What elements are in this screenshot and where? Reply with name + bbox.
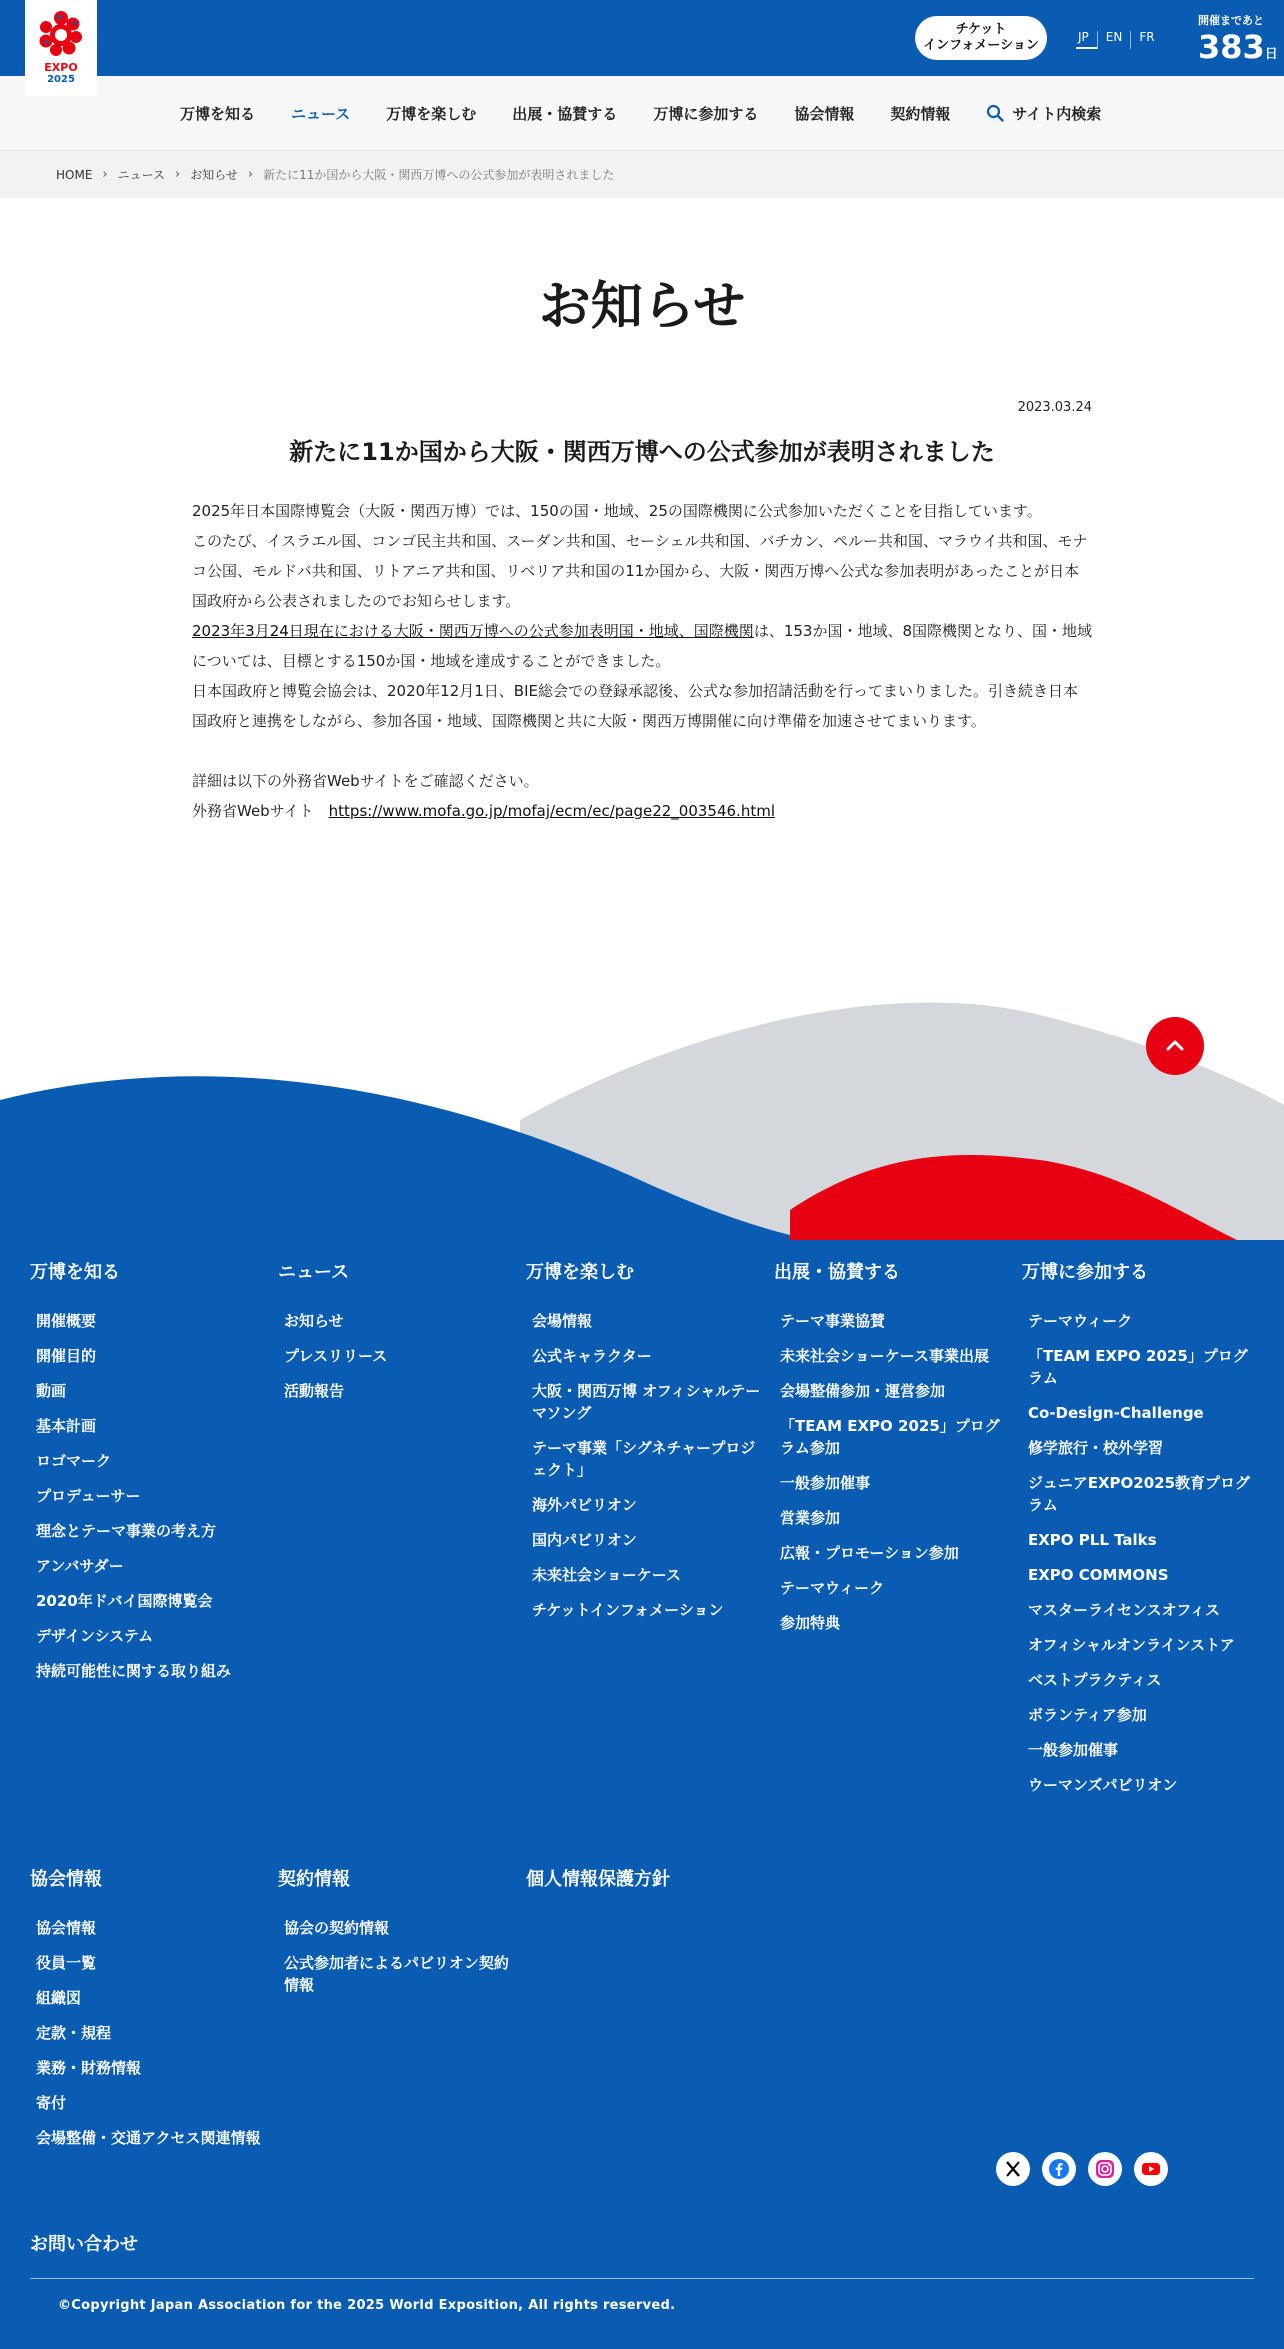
footer-link[interactable]: 一般参加催事 xyxy=(1028,1741,1119,1759)
footer-link[interactable]: 協会情報 xyxy=(36,1919,97,1937)
footer-col-association xyxy=(30,1865,270,2162)
footer-link[interactable]: 大阪・関西万博 オフィシャルテーマソング xyxy=(532,1382,761,1422)
footer-link[interactable]: 理念とテーマ事業の考え方 xyxy=(36,1522,217,1540)
footer-col-title[interactable]: 万博を楽しむ xyxy=(526,1262,634,1283)
footer-col-title[interactable]: ニュース xyxy=(278,1262,350,1283)
breadcrumb-home[interactable]: HOME xyxy=(56,167,93,182)
mofa-link[interactable]: https://www.mofa.go.jp/mofaj/ecm/ec/page22_003546.html xyxy=(328,802,775,820)
chevron-right-icon: › xyxy=(102,167,108,182)
footer-link[interactable]: 会場情報 xyxy=(532,1312,593,1330)
breadcrumb-news[interactable]: ニュース xyxy=(117,168,166,182)
footer-link[interactable]: マスターライセンスオフィス xyxy=(1028,1601,1221,1619)
footer-col-exhibit xyxy=(774,1258,1014,1647)
footer-col-title[interactable]: 個人情報保護方針 xyxy=(526,1869,670,1890)
footer-link[interactable]: 開催目的 xyxy=(36,1347,97,1365)
footer-link[interactable]: 広報・プロモーション参加 xyxy=(780,1544,959,1562)
footer-link[interactable]: プロデューサー xyxy=(36,1487,141,1505)
article-paragraph-text: は、153か国・地域、8国際機関となり、国・地域については、目標とする150か国・地域を達成することができました。 xyxy=(192,622,1092,670)
footer-link[interactable]: テーマウィーク xyxy=(1028,1312,1133,1330)
top-bar xyxy=(0,0,1284,85)
participants-list-link[interactable]: 2023年3月24日現在における大阪・関西万博への公式参加表明国・地域、国際機関 xyxy=(192,622,754,640)
article-date: 2023.03.24 xyxy=(1017,400,1092,415)
expo-logo-icon xyxy=(35,8,87,60)
footer-col-title[interactable]: 出展・協賛する xyxy=(774,1262,900,1283)
logo-text: EXPO xyxy=(44,61,78,74)
footer-col-title[interactable]: 契約情報 xyxy=(278,1869,350,1890)
copyright: ©Copyright Japan Association for the 2025 World Exposition, All rights reserved. xyxy=(58,2298,676,2313)
footer-col-privacy xyxy=(526,1865,766,1917)
countdown-days: 383 xyxy=(1198,28,1265,66)
footer-link[interactable]: 役員一覧 xyxy=(36,1954,97,1972)
footer-link[interactable]: 公式キャラクター xyxy=(532,1347,652,1365)
footer-link[interactable]: 参加特典 xyxy=(780,1614,841,1632)
footer-link[interactable]: 持続可能性に関する取り組み xyxy=(36,1662,232,1680)
footer-col-title[interactable]: 協会情報 xyxy=(30,1869,102,1890)
article-paragraph: 日本国政府と博覧会協会は、2020年12月1日、BIE総会での登録承認後、公式な参加招請活動を行ってまいりました。引き続き日本国政府と連携をしながら、参加各国・地域、国際機関と共に大阪・関西万博開催に向け準備を加速させてまいります。 xyxy=(192,682,1079,730)
footer-link[interactable]: EXPO PLL Talks xyxy=(1028,1531,1157,1549)
contact-link[interactable]: お問い合わせ xyxy=(30,2234,138,2255)
ticket-label-line1: チケット xyxy=(955,22,1007,37)
paragraph-spacer xyxy=(192,736,1092,766)
lang-en[interactable]: EN xyxy=(1097,31,1131,49)
chevron-right-icon: › xyxy=(247,167,254,182)
footer-link[interactable]: チケットインフォメーション xyxy=(532,1601,724,1619)
main-nav xyxy=(0,76,1284,150)
footer-link[interactable]: 業務・財務情報 xyxy=(36,2059,142,2077)
lang-fr[interactable]: FR xyxy=(1130,31,1162,49)
footer-col-news xyxy=(278,1258,518,1415)
footer-link[interactable]: 未来社会ショーケース xyxy=(532,1566,681,1584)
footer-link[interactable]: 公式参加者によるパビリオン契約情報 xyxy=(284,1954,509,1994)
chevron-right-icon: › xyxy=(175,167,181,182)
instagram-link[interactable] xyxy=(1088,2152,1122,2186)
back-to-top-button[interactable] xyxy=(1146,1017,1204,1075)
footer-link[interactable]: 修学旅行・校外学習 xyxy=(1028,1439,1164,1457)
countdown xyxy=(1198,12,1278,66)
article-title: 新たに11か国から大阪・関西万博への公式参加が表明されました xyxy=(289,438,995,466)
footer-link[interactable]: 未来社会ショーケース事業出展 xyxy=(780,1347,989,1365)
x-link[interactable] xyxy=(996,2152,1030,2186)
breadcrumb-current: 新たに11か国から大阪・関西万博への公式参加が表明されました xyxy=(263,168,615,182)
footer-link[interactable]: ベストプラクティス xyxy=(1028,1671,1162,1689)
page-title: お知らせ xyxy=(538,277,746,337)
footer-link[interactable]: 「TEAM EXPO 2025」プログラム xyxy=(1028,1347,1248,1387)
article-body xyxy=(192,496,1092,826)
nav-item-enjoy[interactable]: 万博を楽しむ xyxy=(386,104,477,123)
footer-link[interactable]: 国内パビリオン xyxy=(532,1531,637,1549)
footer-link[interactable]: 動画 xyxy=(36,1382,67,1400)
site-search-button[interactable] xyxy=(986,103,1101,124)
footer-link[interactable]: 組織図 xyxy=(36,1989,82,2007)
footer-link[interactable]: EXPO COMMONS xyxy=(1028,1566,1169,1584)
footer-link[interactable]: プレスリリース xyxy=(284,1347,388,1365)
language-switcher xyxy=(1076,31,1163,49)
nav-item-participate[interactable]: 万博に参加する xyxy=(653,104,759,123)
footer-link[interactable]: オフィシャルオンラインストア xyxy=(1028,1636,1235,1654)
footer-divider xyxy=(30,2278,1254,2279)
nav-item-association[interactable]: 協会情報 xyxy=(794,104,855,123)
article-paragraph: 2025年日本国際博覧会（大阪・関西万博）では、150の国・地域、25の国際機関に公式参加いただくことを目指しています。 xyxy=(192,502,1042,520)
nav-item-news[interactable]: ニュース xyxy=(291,104,351,123)
footer-link[interactable]: テーマ事業「シグネチャープロジェクト」 xyxy=(532,1439,756,1479)
expo-logo[interactable] xyxy=(25,0,97,96)
ticket-info-button[interactable] xyxy=(915,16,1047,60)
footer-link[interactable]: 一般参加催事 xyxy=(780,1474,871,1492)
footer-link[interactable]: デザインシステム xyxy=(36,1627,154,1645)
footer-link[interactable]: 会場整備・交通アクセス関連情報 xyxy=(36,2129,261,2147)
footer-link[interactable]: 会場整備参加・運営参加 xyxy=(780,1382,946,1400)
article-paragraph xyxy=(192,796,1092,826)
footer-col-title[interactable]: 万博を知る xyxy=(30,1262,120,1283)
footer-col-contracts xyxy=(278,1865,518,2009)
footer-link[interactable]: 営業参加 xyxy=(780,1509,841,1527)
article-paragraph: このたび、イスラエル国、コンゴ民主共和国、スーダン共和国、セーシェル共和国、バチカン、ペルー共和国、マラウイ共和国、モナコ公国、モルドバ共和国、リトアニア共和国、リベリア共和国の11か国から、大阪・関西万博へ公式な参加表明があったことが日本国政府から公表されましたのでお知らせします。 xyxy=(192,532,1088,610)
lang-jp[interactable]: JP xyxy=(1076,31,1097,49)
footer-col-about xyxy=(30,1258,270,1695)
footer-link[interactable]: 定款・規程 xyxy=(36,2024,112,2042)
footer-link[interactable]: アンバサダー xyxy=(36,1557,124,1575)
footer-link[interactable]: ウーマンズパビリオン xyxy=(1028,1776,1178,1794)
mofa-label: 外務省Webサイト xyxy=(192,802,329,820)
footer-link[interactable]: 開催概要 xyxy=(36,1312,97,1330)
footer-link[interactable]: 協会の契約情報 xyxy=(284,1919,390,1937)
search-icon xyxy=(986,104,1004,122)
footer-link[interactable]: 2020年ドバイ国際博覧会 xyxy=(36,1592,213,1610)
chevron-up-icon xyxy=(1164,1035,1186,1057)
footer-link[interactable]: テーマ事業協賛 xyxy=(780,1312,886,1330)
ticket-label-line2: インフォメーション xyxy=(923,38,1039,53)
breadcrumb-notice[interactable]: お知らせ xyxy=(190,168,238,182)
footer-link[interactable]: 寄付 xyxy=(36,2094,67,2112)
nav-item-about[interactable]: 万博を知る xyxy=(180,104,256,123)
footer-link[interactable]: ジュニアEXPO2025教育プログラム xyxy=(1028,1474,1251,1514)
footer-link[interactable]: お知らせ xyxy=(284,1312,344,1330)
countdown-label: 開催まであと xyxy=(1198,14,1264,27)
footer-link[interactable]: ロゴマーク xyxy=(36,1452,112,1470)
nav-item-contracts[interactable]: 契約情報 xyxy=(890,104,951,123)
footer-col-participate xyxy=(1022,1258,1262,1809)
footer-link[interactable]: テーマウィーク xyxy=(780,1579,885,1597)
youtube-link[interactable] xyxy=(1134,2152,1168,2186)
instagram-icon xyxy=(1094,2158,1116,2180)
x-icon xyxy=(1002,2158,1024,2180)
article-paragraph: 詳細は以下の外務省Webサイトをご確認ください。 xyxy=(192,772,539,790)
footer-col-enjoy xyxy=(526,1258,766,1634)
countdown-unit: 日 xyxy=(1264,47,1278,62)
search-label: サイト内検索 xyxy=(1012,104,1102,123)
youtube-icon xyxy=(1140,2158,1162,2180)
footer-link[interactable]: Co-Design-Challenge xyxy=(1028,1404,1204,1422)
breadcrumb xyxy=(0,150,1284,198)
footer-link[interactable]: ボランティア参加 xyxy=(1028,1706,1147,1724)
article-paragraph xyxy=(192,616,1092,676)
footer-link[interactable]: 海外パビリオン xyxy=(532,1496,637,1514)
facebook-link[interactable] xyxy=(1042,2152,1076,2186)
logo-year: 2025 xyxy=(47,74,75,85)
social-links xyxy=(996,2152,1168,2186)
facebook-icon xyxy=(1048,2158,1070,2180)
footer-link[interactable]: 「TEAM EXPO 2025」プログラム参加 xyxy=(780,1417,1000,1457)
footer-link[interactable]: 基本計画 xyxy=(36,1417,97,1435)
nav-item-exhibit[interactable]: 出展・協賛する xyxy=(512,104,618,123)
footer-link[interactable]: 活動報告 xyxy=(284,1382,345,1400)
footer-col-title[interactable]: 万博に参加する xyxy=(1022,1262,1148,1283)
